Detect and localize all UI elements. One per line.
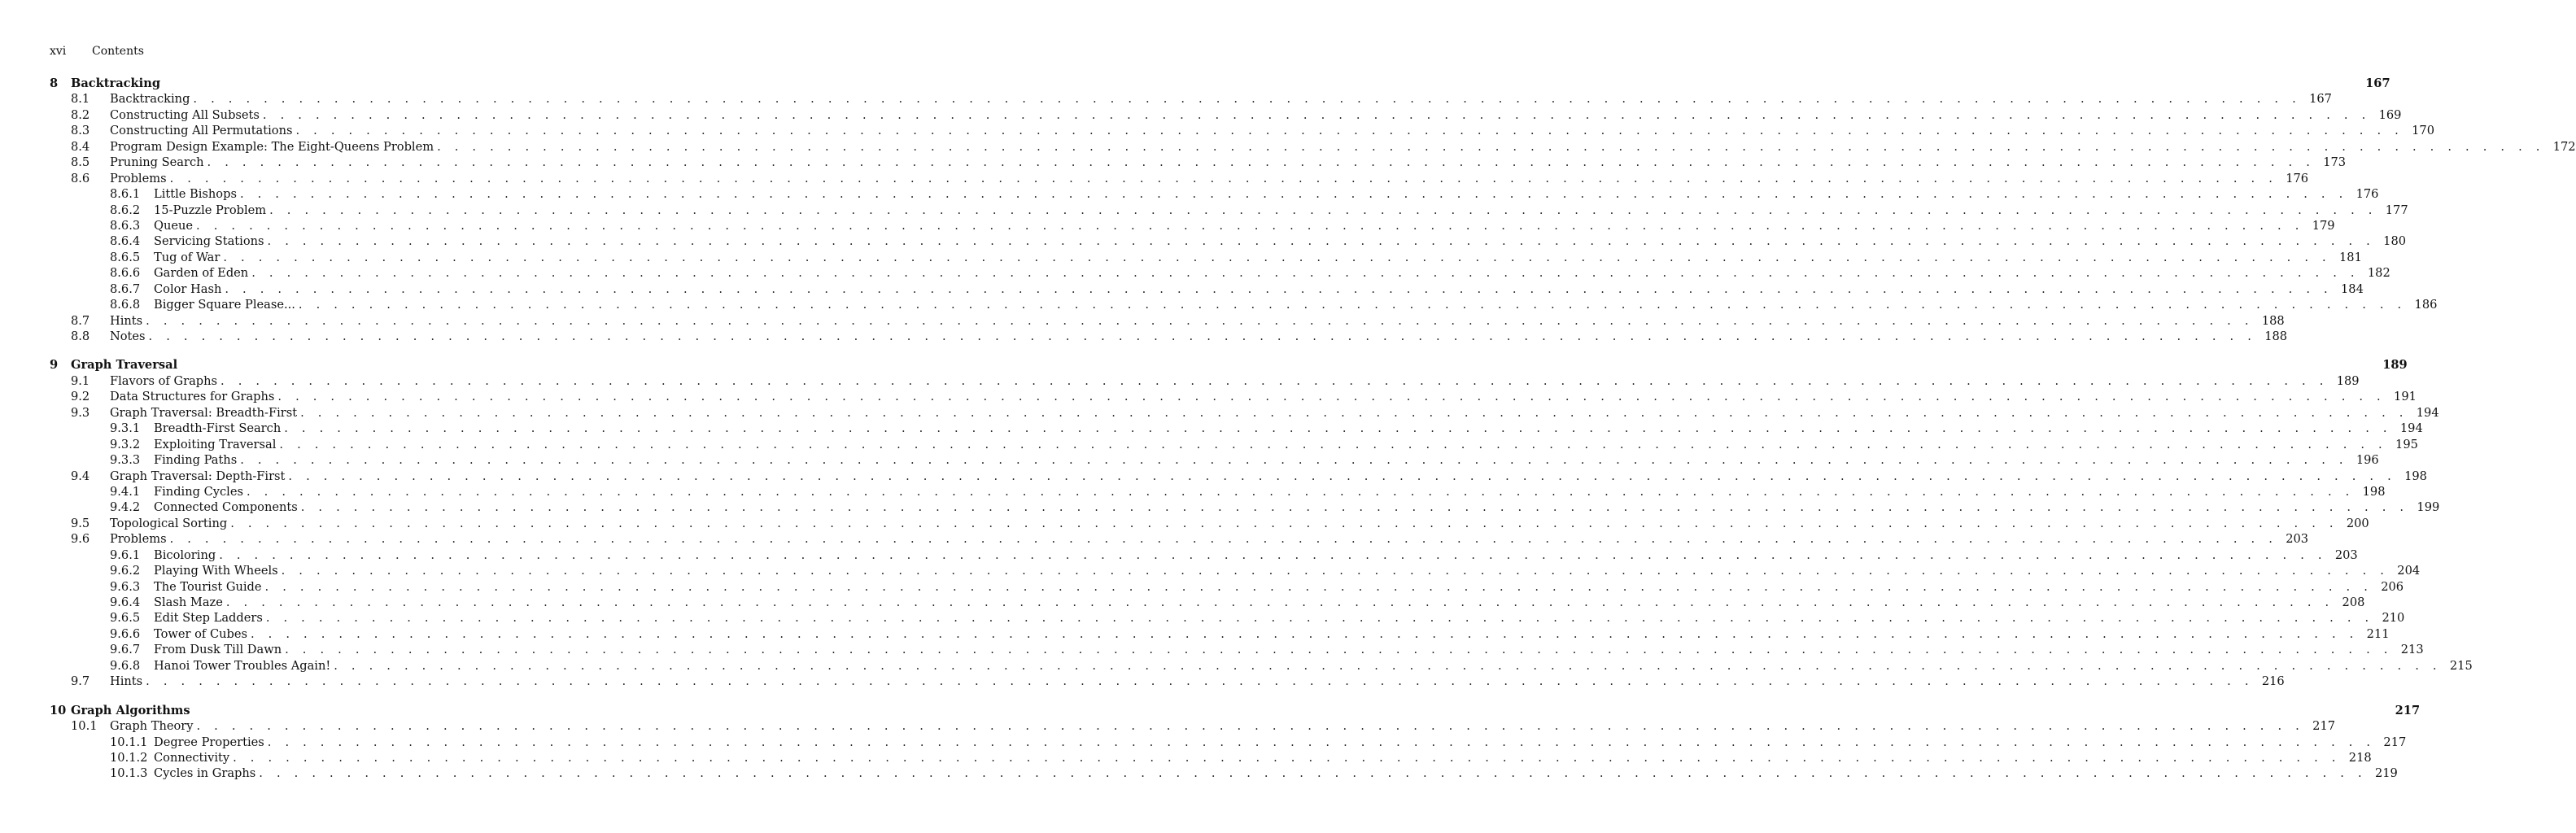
dot-leader: . . . . . . . . . . . . . . . . . . . . . . . . . . . . . . . . . . . . . . . . . . . . . . . . . . . . . . . . . . . . . . . . . . . . . . . . . . . . . . . . . . . . . . . . . . . . . . . . . . . . . . . . . . . . . . . . . . . . . . . . (334, 658, 2442, 673)
chapter-block (50, 703, 2421, 782)
entry-number: 9.7 (71, 674, 90, 689)
entry-number: 9.6.5 (110, 611, 141, 626)
entry-title: Connected Components (154, 500, 298, 515)
entry-title: Connectivity (154, 750, 230, 765)
toc-subsection-row[interactable] (50, 297, 2438, 312)
toc-section-row[interactable] (50, 718, 2336, 734)
entry-number: 9.6.8 (110, 658, 141, 673)
toc-section-row[interactable] (50, 107, 2402, 123)
dot-leader: . . . . . . . . . . . . . . . . . . . . . . . . . . . . . . . . . . . . . . . . . . . . . . . . . . . . . . . . . . . . . . . . . . . . . . . . . . . . . . . . . . . . . . . . . . . . . . . . . . . . . . . . . . . . . . . . . . . . . . . . (259, 766, 2367, 781)
entry-title: Exploiting Traversal (154, 437, 277, 451)
entry-number: 9.6.4 (110, 595, 141, 609)
entry-number: 8.2 (71, 107, 90, 122)
entry-title: Data Structures for Graphs (110, 390, 275, 404)
entry-page-number: 177 (2385, 203, 2408, 217)
entry-number: 10.1.2 (110, 750, 148, 765)
entry-title: From Dusk Till Dawn (154, 643, 282, 657)
dot-leader: . . . . . . . . . . . . . . . . . . . . . . . . . . . . . . . . . . . . . . . . . . . . . . . . . . . . . . . . . . . . . . . . . . . . . . . . . . . . . . . . . . . . . . . . . . . . . . . . . . . . . . . . . . . . . . . . . . . . . . . . (277, 390, 2386, 404)
entry-page-number: 188 (2264, 329, 2288, 343)
entry-title: Problems (110, 532, 167, 547)
entry-number: 10 (50, 703, 67, 717)
entry-page-number: 194 (2416, 405, 2439, 420)
dot-leader: . . . . . . . . . . . . . . . . . . . . . . . . . . . . . . . . . . . . . . . . . . . . . . . . . . . . . . . . . . . . . . . . . . . . . . . . . . . . . . . . . . . . . . . . . . . . . . . . . . . . . . . . . . . . . . . . . . . . . . . . (225, 281, 2333, 296)
toc-subsection-row[interactable] (50, 547, 2358, 563)
dot-leader: . . . . . . . . . . . . . . . . . . . . . . . . . . . . . . . . . . . . . . . . . . . . . . . . . . . . . . . . . . . . . . . . . . . . . . . . . . . . . . . . . . . . . . . . . . . . . . . . . . . . . . . . . . . . . . . . . . . . . . . . (251, 266, 2360, 281)
dot-leader: . . . . . . . . . . . . . . . . . . . . . . . . . . . . . . . . . . . . . . . . . . . . . . . . . . . . . . . . . . . . . . . . . . . . . . . . . . . . . . . . . . . . . . . . . . . . . . . . . . . . . . . . . . . . . . . . . . . . . . . . (196, 218, 2304, 233)
toc-section-row[interactable] (50, 155, 2347, 170)
entry-number: 8.7 (71, 313, 90, 328)
dot-leader: . . . . . . . . . . . . . . . . . . . . . . . . . . . . . . . . . . . . . . . . . . . . . . . . . . . . . . . . . . . . . . . . . . . . . . . . . . . . . . . . . . . . . . . . . . . . . . . . . . . . . . . . . . . . . . . . . . . . . . . . (300, 405, 2408, 420)
dot-leader: . . . . . . . . . . . . . . . . . . . . . . . . . . . . . . . . . . . . . . . . . . . . . . . . . . . . . . . . . . . . . . . . . . . . . . . . . . . . . . . . . . . . . . . . . . . . . . . . . . . . . . . . . . . . . . . . . . . . . . . . (193, 92, 2301, 107)
dot-leader: . . . . . . . . . . . . . . . . . . . . . . . . . . . . . . . . . . . . . . . . . . . . . . . . . . . . . . . . . . . . . . . . . . . . . . . . . . . . . . . . . . . . . . . . . . . . . . . . . . . . . . . . . . . . . . . . . . . . . . . . (240, 453, 2348, 468)
entry-page-number: 216 (2261, 674, 2285, 689)
running-head-page-number: xvi (50, 45, 67, 58)
dot-leader: . . . . . . . . . . . . . . . . . . . . . . . . . . . . . . . . . . . . . . . . . . . . . . . . . . . . . . . . . . . . . . . . . . . . . . . . . . . . . . . . . . . . . . . . . . . . . . . . . . . . . . . . . . . . . . . . . . . . . . . . (148, 329, 2257, 343)
entry-number: 9.5 (71, 516, 90, 530)
entry-title: Finding Cycles (154, 484, 243, 499)
toc-subsection-row[interactable] (50, 437, 2418, 452)
entry-title: Tug of War (154, 250, 220, 264)
toc-subsection-row[interactable] (50, 610, 2405, 626)
toc-chapter-row[interactable] (50, 357, 2408, 373)
dot-leader: . . . . . . . . . . . . . . . . . . . . . . . . . . . . . . . . . . . . . . . . . . . . . . . . . . . . . . . . . . . . . . . . . . . . . . . . . . . . . . . . . . . . . . . . . . . . . . . . . . . . . . . . . . . . . . . . . . . . . . . . (262, 107, 2371, 122)
dot-leader: . . . . . . . . . . . . . . . . . . . . . . . . . . . . . . . . . . . . . . . . . . . . . . . . . . . . . . . . . . . . . . . . . . . . . . . . . . . . . . . . . . . . . . . . . . . . . . . . . . . . . . . . . . . . . . . . . . . . . . . . (288, 469, 2396, 483)
entry-page-number: 188 (2261, 313, 2285, 328)
entry-page-number: 203 (2286, 532, 2309, 547)
entry-page-number: 184 (2341, 281, 2364, 296)
entry-title: Backtracking (110, 92, 190, 107)
entry-number: 8.6.5 (110, 250, 141, 264)
entry-title: Little Bishops (154, 187, 237, 202)
entry-page-number: 170 (2412, 124, 2434, 138)
toc-section-row[interactable] (50, 91, 2332, 107)
toc-subsection-row[interactable] (50, 563, 2421, 578)
entry-page-number: 182 (2367, 266, 2390, 281)
toc-chapter-row[interactable] (50, 703, 2421, 718)
entry-title: Garden of Eden (154, 266, 249, 281)
toc-section-row[interactable] (50, 674, 2285, 689)
entry-title: Bigger Square Please... (154, 298, 295, 312)
entry-title: Bicoloring (154, 547, 216, 562)
entry-number: 8.6.6 (110, 266, 141, 281)
toc-section-row[interactable] (50, 531, 2309, 547)
entry-page-number: 176 (2356, 187, 2379, 202)
entry-page-number: 215 (2449, 658, 2473, 673)
entry-page-number: 217 (2395, 703, 2421, 717)
entry-page-number: 200 (2346, 516, 2369, 530)
entry-page-number: 196 (2356, 453, 2379, 468)
entry-number: 9.4.2 (110, 500, 141, 515)
toc-subsection-row[interactable] (50, 233, 2407, 249)
toc-subsection-row[interactable] (50, 735, 2407, 750)
entry-number: 8.6.4 (110, 234, 141, 249)
toc-section-row[interactable] (50, 405, 2439, 421)
entry-page-number: 186 (2414, 298, 2438, 312)
entry-number: 9.3 (71, 405, 90, 420)
dot-leader: . . . . . . . . . . . . . . . . . . . . . . . . . . . . . . . . . . . . . . . . . . . . . . . . . . . . . . . . . . . . . . . . . . . . . . . . . . . . . . . . . . . . . . . . . . . . . . . . . . . . . . . . . . . . . . . . . . . . . . . . (230, 516, 2338, 530)
entry-title: Graph Algorithms (71, 703, 190, 717)
dot-leader: . . . . . . . . . . . . . . . . . . . . . . . . . . . . . . . . . . . . . . . . . . . . . . . . . . . . . . . . . . . . . . . . . . . . . . . . . . . . . . . . . . . . . . . . . . . . . . . . . . . . . . . . . . . . . . . . . . . . . . . . (281, 564, 2390, 578)
entry-page-number: 218 (2348, 750, 2372, 765)
entry-title: Flavors of Graphs (110, 373, 218, 388)
entry-page-number: 169 (2378, 107, 2402, 122)
toc-section-row[interactable] (50, 171, 2309, 186)
entry-page-number: 180 (2383, 234, 2407, 249)
entry-title: Constructing All Subsets (110, 107, 260, 122)
chapter-block (50, 357, 2473, 689)
entry-number: 10.1.1 (110, 735, 148, 749)
entry-page-number: 204 (2397, 564, 2421, 578)
entry-title: Degree Properties (154, 735, 264, 749)
entry-page-number: 198 (2362, 484, 2386, 499)
toc-subsection-row[interactable] (50, 499, 2440, 515)
entry-title: Graph Traversal (71, 358, 178, 373)
entry-number: 8.1 (71, 92, 90, 107)
toc-subsection-row[interactable] (50, 186, 2379, 202)
entry-title: The Tourist Guide (154, 579, 262, 594)
entry-number: 8.5 (71, 155, 90, 170)
dot-leader: . . . . . . . . . . . . . . . . . . . . . . . . . . . . . . . . . . . . . . . . . . . . . . . . . . . . . . . . . . . . . . . . . . . . . . . . . . . . . . . . . . . . . . . . . . . . . . . . . . . . . . . . . . . . . . . . . . . . . . . . (223, 250, 2331, 264)
toc-section-row[interactable] (50, 516, 2369, 531)
entry-page-number: 179 (2312, 218, 2335, 233)
dot-leader: . . . . . . . . . . . . . . . . . . . . . . . . . . . . . . . . . . . . . . . . . . . . . . . . . . . . . . . . . . . . . . . . . . . . . . . . . . . . . . . . . . . . . . . . . . . . . . . . . . . . . . . . . . . . . . . . . . . . . . . . (251, 626, 2359, 641)
toc-subsection-row[interactable] (50, 281, 2364, 297)
entry-number: 8.6.2 (110, 203, 141, 217)
entry-page-number: 199 (2417, 500, 2440, 515)
dot-leader: . . . . . . . . . . . . . . . . . . . . . . . . . . . . . . . . . . . . . . . . . . . . . . . . . . . . . . . . . . . . . . . . . . . . . . . . . . . . . . . . . . . . . . . . . . . . . . . . . . . . . . . . . . . . . . . . . . . . . . . . (300, 500, 2409, 515)
dot-leader: . . . . . . . . . . . . . . . . . . . . . . . . . . . . . . . . . . . . . . . . . . . . . . . . . . . . . . . . . . . . . . . . . . . . . . . . . . . . . . . . . . . . . . . . . . . . . . . . . . . . . . . . . . . . . . . . . . . . . . . . (220, 373, 2329, 388)
entry-page-number: 195 (2395, 437, 2418, 451)
entry-number: 9.4 (71, 469, 90, 483)
entry-page-number: 217 (2383, 735, 2407, 749)
toc-subsection-row[interactable] (50, 658, 2473, 674)
entry-title: Hints (110, 313, 143, 328)
toc-section-row[interactable] (50, 389, 2417, 404)
dot-leader: . . . . . . . . . . . . . . . . . . . . . . . . . . . . . . . . . . . . . . . . . . . . . . . . . . . . . . . . . . . . . . . . . . . . . . . . . . . . . . . . . . . . . . . . . . . . . . . . . . . . . . . . . . . . . . . . . . . . . . . . (246, 484, 2355, 499)
toc-section-row[interactable] (50, 123, 2434, 138)
entry-number: 8.6.8 (110, 298, 141, 312)
entry-number: 9.6.3 (110, 579, 141, 594)
entry-number: 9.6.6 (110, 626, 141, 641)
entry-page-number: 198 (2404, 469, 2427, 483)
dot-leader: . . . . . . . . . . . . . . . . . . . . . . . . . . . . . . . . . . . . . . . . . . . . . . . . . . . . . . . . . . . . . . . . . . . . . . . . . . . . . . . . . . . . . . . . . . . . . . . . . . . . . . . . . . . . . . . . . . . . . . . . (239, 187, 2348, 202)
toc-section-row[interactable] (50, 313, 2285, 329)
entry-page-number: 173 (2323, 155, 2347, 170)
running-head (50, 44, 144, 59)
entry-number: 9.2 (71, 390, 90, 404)
entry-title: 15-Puzzle Problem (154, 203, 267, 217)
dot-leader: . . . . . . . . . . . . . . . . . . . . . . . . . . . . . . . . . . . . . . . . . . . . . . . . . . . . . . . . . . . . . . . . . . . . . . . . . . . . . . . . . . . . . . . . . . . . . . . . . . . . . . . . . . . . . . . . . . . . . . . . (146, 674, 2254, 689)
entry-page-number: 210 (2382, 611, 2405, 626)
toc-subsection-row[interactable] (50, 452, 2379, 468)
entry-title: Graph Theory (110, 719, 194, 734)
entry-title: Constructing All Permutations (110, 124, 293, 138)
toc-subsection-row[interactable] (50, 250, 2362, 265)
entry-title: Color Hash (154, 281, 222, 296)
toc-subsection-row[interactable] (50, 595, 2365, 610)
dot-leader: . . . . . . . . . . . . . . . . . . . . . . . . . . . . . . . . . . . . . . . . . . . . . . . . . . . . . . . . . . . . . . . . . . . . . . . . . . . . . . . . . . . . . . . . . . . . . . . . . . . . . . . . . . . . . . . . . . . . . . . . (267, 735, 2376, 749)
dot-leader: . . . . . . . . . . . . . . . . . . . . . . . . . . . . . . . . . . . . . . . . . . . . . . . . . . . . . . . . . . . . . . . . . . . . . . . . . . . . . . . . . . . . . . . . . . . . . . . . . . . . . . . . . . . . . . . . . . . . . . . . (146, 313, 2254, 328)
entry-page-number: 189 (2382, 358, 2408, 373)
entry-number: 9.6.2 (110, 564, 141, 578)
entry-number: 9 (50, 358, 59, 373)
entry-title: Hints (110, 674, 143, 689)
entry-number: 9.6.1 (110, 547, 141, 562)
toc-section-row[interactable] (50, 373, 2360, 389)
dot-leader: . . . . . . . . . . . . . . . . . . . . . . . . . . . . . . . . . . . . . . . . . . . . . . . . . . . . . . . . . . . . . . . . . . . . . . . . . . . . . . . . . . . . . . . . . . . . . . . . . . . . . . . . . . . . . . . . . . . . . . . . (269, 203, 2377, 217)
dot-leader: . . . . . . . . . . . . . . . . . . . . . . . . . . . . . . . . . . . . . . . . . . . . . . . . . . . . . . . . . . . . . . . . . . . . . . . . . . . . . . . . . . . . . . . . . . . . . . . . . . . . . . . . . . . . . . . . . . . . . . . . (264, 579, 2373, 594)
entry-title: Program Design Example: The Eight-Queens Problem (110, 139, 434, 154)
entry-title: Graph Traversal: Breadth-First (110, 405, 298, 420)
entry-page-number: 189 (2336, 373, 2360, 388)
dot-leader: . . . . . . . . . . . . . . . . . . . . . . . . . . . . . . . . . . . . . . . . . . . . . . . . . . . . . . . . . . . . . . . . . . . . . . . . . . . . . . . . . . . . . . . . . . . . . . . . . . . . . . . . . . . . . . . . . . . . . . . . (279, 437, 2387, 451)
entry-title: Tower of Cubes (154, 626, 247, 641)
entry-page-number: 217 (2312, 719, 2336, 734)
table-of-contents (50, 76, 2576, 795)
entry-title: Servicing Stations (154, 234, 264, 249)
dot-leader: . . . . . . . . . . . . . . . . . . . . . . . . . . . . . . . . . . . . . . . . . . . . . . . . . . . . . . . . . . . . . . . . . . . . . . . . . . . . . . . . . . . . . . . . . . . . . . . . . . . . . . . . . . . . . . . . . . . . . . . . (207, 155, 2316, 170)
entry-page-number: 172 (2552, 139, 2576, 154)
entry-number: 9.1 (71, 373, 90, 388)
entry-number: 8.8 (71, 329, 90, 343)
toc-subsection-row[interactable] (50, 765, 2398, 781)
toc-subsection-row[interactable] (50, 626, 2390, 642)
entry-title: Hanoi Tower Troubles Again! (154, 658, 331, 673)
entry-page-number: 167 (2309, 92, 2332, 107)
dot-leader: . . . . . . . . . . . . . . . . . . . . . . . . . . . . . . . . . . . . . . . . . . . . . . . . . . . . . . . . . . . . . . . . . . . . . . . . . . . . . . . . . . . . . . . . . . . . . . . . . . . . . . . . . . . . . . . . . . . . . . . . (295, 124, 2404, 138)
entry-page-number: 203 (2334, 547, 2358, 562)
toc-subsection-row[interactable] (50, 218, 2335, 233)
toc-subsection-row[interactable] (50, 265, 2390, 281)
toc-section-row[interactable] (50, 329, 2288, 344)
entry-page-number: 194 (2399, 421, 2423, 436)
entry-number: 9.6 (71, 532, 90, 547)
entry-title: Topological Sorting (110, 516, 228, 530)
entry-title: Edit Step Ladders (154, 611, 263, 626)
running-head-title: Contents (92, 45, 144, 58)
entry-title: Graph Traversal: Depth-First (110, 469, 286, 483)
dot-leader: . . . . . . . . . . . . . . . . . . . . . . . . . . . . . . . . . . . . . . . . . . . . . . . . . . . . . . . . . . . . . . . . . . . . . . . . . . . . . . . . . . . . . . . . . . . . . . . . . . . . . . . . . . . . . . . . . . . . . . . . (225, 595, 2334, 609)
entry-title: Queue (154, 218, 194, 233)
toc-subsection-row[interactable] (50, 484, 2386, 499)
dot-leader: . . . . . . . . . . . . . . . . . . . . . . . . . . . . . . . . . . . . . . . . . . . . . . . . . . . . . . . . . . . . . . . . . . . . . . . . . . . . . . . . . . . . . . . . . . . . . . . . . . . . . . . . . . . . . . . . . . . . . . . . (267, 234, 2376, 249)
entry-title: Slash Maze (154, 595, 223, 609)
entry-page-number: 206 (2381, 579, 2404, 594)
entry-number: 8.6.7 (110, 281, 141, 296)
toc-subsection-row[interactable] (50, 421, 2423, 436)
entry-page-number: 219 (2374, 766, 2398, 781)
entry-number: 8 (50, 76, 59, 90)
entry-number: 10.1 (71, 719, 98, 734)
entry-number: 9.3.1 (110, 421, 141, 436)
dot-leader: . . . . . . . . . . . . . . . . . . . . . . . . . . . . . . . . . . . . . . . . . . . . . . . . . . . . . . . . . . . . . . . . . . . . . . . . . . . . . . . . . . . . . . . . . . . . . . . . . . . . . . . . . . . . . . . . . . . . . . . . (285, 643, 2393, 657)
toc-subsection-row[interactable] (50, 642, 2424, 657)
dot-leader: . . . . . . . . . . . . . . . . . . . . . . . . . . . . . . . . . . . . . . . . . . . . . . . . . . . . . . . . . . . . . . . . . . . . . . . . . . . . . . . . . . . . . . . . . . . . . . . . . . . . . . . . . . . . . . . . . . . . . . . . (169, 532, 2278, 547)
toc-chapter-row[interactable] (50, 76, 2390, 91)
entry-number: 9.3.2 (110, 437, 141, 451)
entry-page-number: 181 (2339, 250, 2362, 264)
entry-title: Pruning Search (110, 155, 204, 170)
entry-title: Finding Paths (154, 453, 238, 468)
dot-leader: . . . . . . . . . . . . . . . . . . . . . . . . . . . . . . . . . . . . . . . . . . . . . . . . . . . . . . . . . . . . . . . . . . . . . . . . . . . . . . . . . . . . . . . . . . . . . . . . . . . . . . . . . . . . . . . . . . . . . . . . (196, 719, 2305, 734)
dot-leader: . . . . . . . . . . . . . . . . . . . . . . . . . . . . . . . . . . . . . . . . . . . . . . . . . . . . . . . . . . . . . . . . . . . . . . . . . . . . . . . . . . . . . . . . . . . . . . . . . . . . . . . . . . . . . . . . . . . . . . . . (265, 611, 2374, 626)
entry-number: 8.4 (71, 139, 90, 154)
dot-leader: . . . . . . . . . . . . . . . . . . . . . . . . . . . . . . . . . . . . . . . . . . . . . . . . . . . . . . . . . . . . . . . . . . . . . . . . . . . . . . . . . . . . . . . . . . . . . . . . . . . . . . . . . . . . . . . . . . . . . . . . (284, 421, 2392, 436)
entry-number: 10.1.3 (110, 766, 148, 781)
dot-leader: . . . . . . . . . . . . . . . . . . . . . . . . . . . . . . . . . . . . . . . . . . . . . . . . . . . . . . . . . . . . . . . . . . . . . . . . . . . . . . . . . . . . . . . . . . . . . . . . . . . . . . . . . . . . . . . . . . . . . . . . (233, 750, 2341, 765)
entry-number: 9.4.1 (110, 484, 141, 499)
toc-section-row[interactable] (50, 139, 2576, 155)
entry-page-number: 211 (2366, 626, 2390, 641)
entry-number: 8.6.1 (110, 187, 141, 202)
entry-title: Notes (110, 329, 146, 343)
entry-page-number: 208 (2342, 595, 2365, 609)
toc-subsection-row[interactable] (50, 750, 2372, 765)
entry-page-number: 213 (2400, 643, 2424, 657)
dot-leader: . . . . . . . . . . . . . . . . . . . . . . . . . . . . . . . . . . . . . . . . . . . . . . . . . . . . . . . . . . . . . . . . . . . . . . . . . . . . . . . . . . . . . . . . . . . . . . . . . . . . . . . . . . . . . . . . . . . . . . . . (219, 547, 2327, 562)
entry-number: 9.6.7 (110, 643, 141, 657)
entry-number: 9.3.3 (110, 453, 141, 468)
dot-leader: . . . . . . . . . . . . . . . . . . . . . . . . . . . . . . . . . . . . . . . . . . . . . . . . . . . . . . . . . . . . . . . . . . . . . . . . . . . . . . . . . . . . . . . . . . . . . . . . . . . . . . . . . . . . . . . . . . . . . . . . (437, 139, 2545, 154)
entry-title: Cycles in Graphs (154, 766, 256, 781)
entry-title: Backtracking (71, 76, 161, 90)
chapter-block (50, 76, 2576, 344)
toc-section-row[interactable] (50, 469, 2427, 484)
toc-subsection-row[interactable] (50, 579, 2404, 595)
entry-number: 8.3 (71, 124, 90, 138)
entry-title: Breadth-First Search (154, 421, 282, 436)
entry-page-number: 191 (2394, 390, 2417, 404)
entry-number: 8.6 (71, 171, 90, 185)
entry-number: 8.6.3 (110, 218, 141, 233)
dot-leader: . . . . . . . . . . . . . . . . . . . . . . . . . . . . . . . . . . . . . . . . . . . . . . . . . . . . . . . . . . . . . . . . . . . . . . . . . . . . . . . . . . . . . . . . . . . . . . . . . . . . . . . . . . . . . . . . . . . . . . . . (169, 171, 2278, 185)
entry-page-number: 167 (2365, 76, 2390, 90)
dot-leader: . . . . . . . . . . . . . . . . . . . . . . . . . . . . . . . . . . . . . . . . . . . . . . . . . . . . . . . . . . . . . . . . . . . . . . . . . . . . . . . . . . . . . . . . . . . . . . . . . . . . . . . . . . . . . . . . . . . . . . . . (298, 298, 2407, 312)
toc-subsection-row[interactable] (50, 203, 2408, 218)
entry-page-number: 176 (2286, 171, 2309, 185)
entry-title: Playing With Wheels (154, 564, 278, 578)
entry-title: Problems (110, 171, 167, 185)
